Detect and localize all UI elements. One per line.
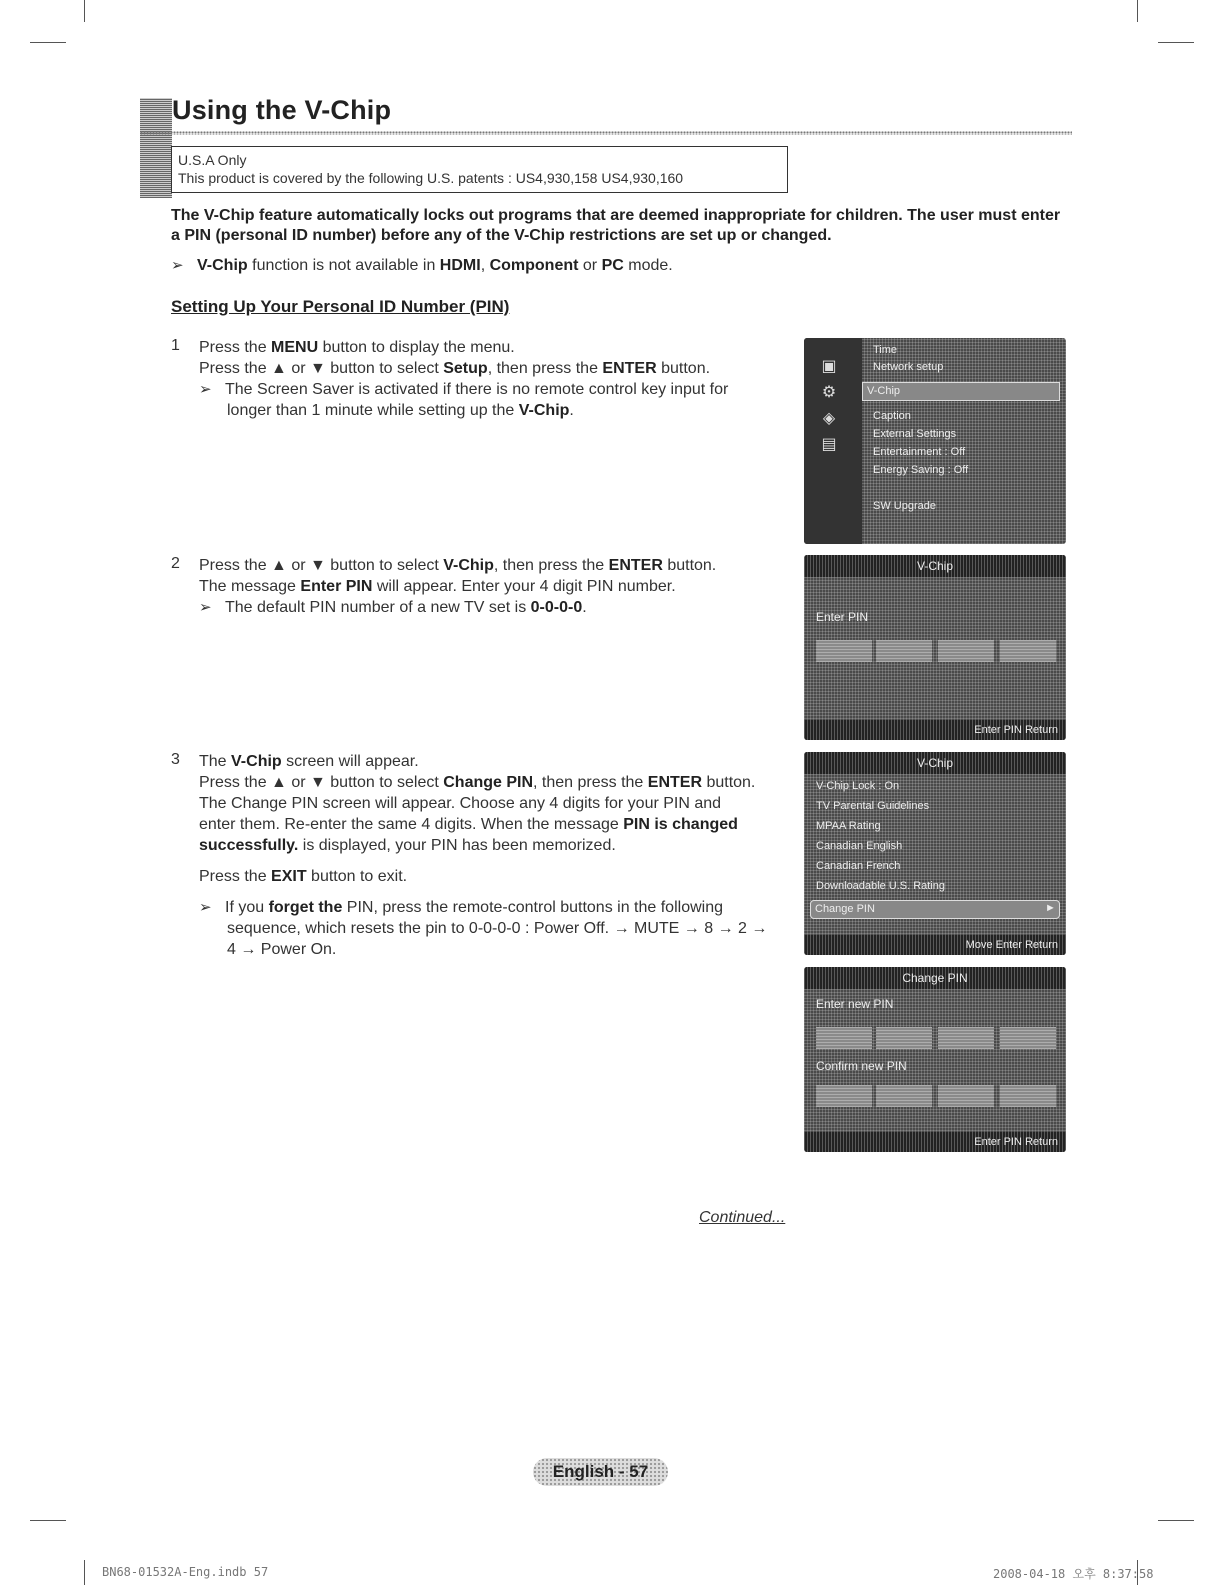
step-number: 1 <box>171 337 180 354</box>
step-text: , then press the <box>493 557 609 574</box>
step-note: longer than 1 minute while setting up the <box>227 402 519 419</box>
note-text: or <box>578 257 602 274</box>
app-icon: ▤ <box>821 436 837 453</box>
notice-line: U.S.A Only <box>178 152 247 168</box>
step-text: , then press the <box>533 774 648 791</box>
step-text: The <box>199 753 232 770</box>
menu-item: V-Chip Lock : On <box>816 780 900 792</box>
patent-notice-box <box>171 146 788 193</box>
pin-digit-box <box>876 640 932 662</box>
crop-mark <box>30 1520 66 1521</box>
step-number: 2 <box>171 555 180 572</box>
step-note: PIN, press the remote-control buttons in the following <box>342 899 723 916</box>
pin-prompt: Enter new PIN <box>816 997 894 1011</box>
step-bold: Enter PIN <box>300 578 373 595</box>
pin-digit-box <box>1000 640 1056 662</box>
crop-mark <box>84 0 85 22</box>
crop-mark <box>30 42 66 43</box>
step-text: is displayed, your PIN has been memorized. <box>298 837 616 854</box>
note-bold: V-Chip <box>197 257 248 274</box>
pin-digit-box <box>938 640 994 662</box>
step-bold: V-Chip <box>231 753 282 770</box>
input-icon: ◈ <box>822 410 836 427</box>
pin-digit-box <box>876 1027 932 1049</box>
step-bold: ENTER <box>647 774 702 791</box>
note-arrow-icon: ➢ <box>171 257 184 274</box>
step-note: The default PIN number of a new TV set is <box>225 599 531 616</box>
note-arrow-icon: ➢ <box>199 381 212 398</box>
pin-digit-box <box>938 1027 994 1049</box>
menu-item-selected: Change PIN <box>810 900 1060 919</box>
vchip-menu-screen <box>804 752 1066 955</box>
note-bold: PC <box>601 257 624 274</box>
step-bold: V-Chip <box>518 402 570 419</box>
pin-digit-box <box>1000 1085 1056 1107</box>
menu-item: MPAA Rating <box>816 820 881 832</box>
menu-item: Network setup <box>873 361 944 373</box>
footer-file-info: BN68-01532A-Eng.indb 57 <box>102 1565 269 1579</box>
crop-mark <box>1158 1520 1194 1521</box>
pin-digit-box <box>816 640 872 662</box>
menu-item: Caption <box>873 410 911 422</box>
step-note: . <box>569 402 574 419</box>
pin-digit-box <box>816 1085 872 1107</box>
step-bold: successfully. <box>199 837 299 854</box>
pin-digit-box <box>938 1085 994 1107</box>
crop-mark <box>1137 0 1138 22</box>
note-arrow-icon: ➢ <box>199 599 212 616</box>
step-text: Press the <box>199 339 272 356</box>
page-title: Using the V-Chip <box>172 95 392 125</box>
note-bold: Component <box>489 257 579 274</box>
step-text: button to display the menu. <box>318 339 515 356</box>
pin-prompt: Enter PIN <box>816 610 869 624</box>
title-divider <box>140 131 1072 135</box>
menu-item: External Settings <box>873 428 957 440</box>
screen-footer: Enter PIN Return <box>804 720 1066 740</box>
step-note: 4 → Power On. <box>227 941 337 958</box>
change-pin-screen <box>804 967 1066 1152</box>
pin-digit-box <box>816 1027 872 1049</box>
step-text: button. <box>702 774 756 791</box>
step-text: Press the <box>199 868 272 885</box>
pin-digit-box <box>876 1085 932 1107</box>
gear-icon: ⚙ <box>821 384 837 401</box>
section-heading: Setting Up Your Personal ID Number (PIN) <box>171 297 510 316</box>
page-number-badge: English - 57 <box>533 1458 668 1486</box>
step-1 <box>199 337 789 421</box>
menu-item: Downloadable U.S. Rating <box>816 880 946 892</box>
step-text: The Change PIN screen will appear. Choose any 4 digits for your PIN and <box>199 795 722 812</box>
picture-icon: ▣ <box>821 358 837 375</box>
step-2 <box>199 555 789 618</box>
intro-paragraph: The V-Chip feature automatically locks out programs that are deemed inappropriate for children. The user must enter a PIN (personal ID number) before any of the V-Chip restrictions are set up or changed. <box>171 207 1061 244</box>
menu-item <box>869 480 1060 497</box>
screen-title: V-Chip <box>804 752 1066 774</box>
step-bold: forget the <box>268 899 343 916</box>
menu-item: Entertainment : Off <box>873 446 966 458</box>
screen-footer: Move Enter Return <box>804 935 1066 955</box>
pin-digit-box <box>1000 1027 1056 1049</box>
continued-label: Continued... <box>699 1209 786 1226</box>
menu-item: Energy Saving : Off <box>873 464 969 476</box>
screen-title: Change PIN <box>804 967 1066 989</box>
notice-line: This product is covered by the following U.S. patents : US4,930,158 US4,930,160 <box>178 170 684 186</box>
menu-item: Canadian English <box>816 840 903 852</box>
step-3 <box>199 751 799 960</box>
step-text: button. <box>656 360 711 377</box>
screen-footer: Enter PIN Return <box>804 1132 1066 1152</box>
step-bold: PIN is changed <box>623 816 738 833</box>
screen-title: V-Chip <box>804 555 1066 577</box>
step-text: Press the ▲ or ▼ button to select <box>199 360 444 377</box>
play-arrow-icon: ► <box>1045 902 1056 914</box>
step-number: 3 <box>171 751 180 768</box>
note-text: function is not available in <box>247 257 440 274</box>
step-bold: V-Chip <box>443 557 494 574</box>
step-bold: Setup <box>443 360 488 377</box>
menu-item: TV Parental Guidelines <box>816 800 930 812</box>
step-bold: ENTER <box>608 557 663 574</box>
title-accent-bar <box>140 98 172 198</box>
menu-item: Canadian French <box>816 860 901 872</box>
step-text: screen will appear. <box>281 753 419 770</box>
step-text: will appear. Enter your 4 digit PIN number. <box>372 578 676 595</box>
step-text: enter them. Re-enter the same 4 digits. When the message <box>199 816 624 833</box>
step-text: Press the ▲ or ▼ button to select <box>199 557 444 574</box>
mode-note <box>171 255 673 276</box>
note-text: , <box>480 257 490 274</box>
step-note: The Screen Saver is activated if there is no remote control key input for <box>225 381 729 398</box>
footer-timestamp: 2008-04-18 오후 8:37:58 <box>993 1567 1154 1581</box>
step-note: If you <box>225 899 269 916</box>
step-note: sequence, which resets the pin to 0-0-0-0 : Power Off. → MUTE → 8 → 2 → <box>227 920 768 937</box>
step-bold: 0-0-0-0 <box>530 599 583 616</box>
pin-prompt: Confirm new PIN <box>816 1059 907 1073</box>
step-text: button to exit. <box>306 868 408 885</box>
menu-item: Time <box>873 344 898 356</box>
step-bold: Change PIN <box>443 774 534 791</box>
step-note: . <box>582 599 587 616</box>
step-text: Press the ▲ or ▼ button to select <box>199 774 444 791</box>
setup-menu-screen <box>804 338 1066 544</box>
step-bold: ENTER <box>602 360 657 377</box>
step-text: , then press the <box>487 360 603 377</box>
note-bold: HDMI <box>439 257 481 274</box>
step-text: button. <box>662 557 717 574</box>
note-arrow-icon: ➢ <box>199 899 212 916</box>
note-text: mode. <box>623 257 673 274</box>
enter-pin-screen <box>804 555 1066 740</box>
step-text: The message <box>199 578 301 595</box>
crop-mark <box>1158 42 1194 43</box>
menu-item: SW Upgrade <box>873 500 936 512</box>
crop-mark <box>84 1560 85 1585</box>
menu-item-selected: V-Chip <box>862 382 1060 401</box>
step-bold: EXIT <box>271 868 307 885</box>
step-bold: MENU <box>271 339 319 356</box>
